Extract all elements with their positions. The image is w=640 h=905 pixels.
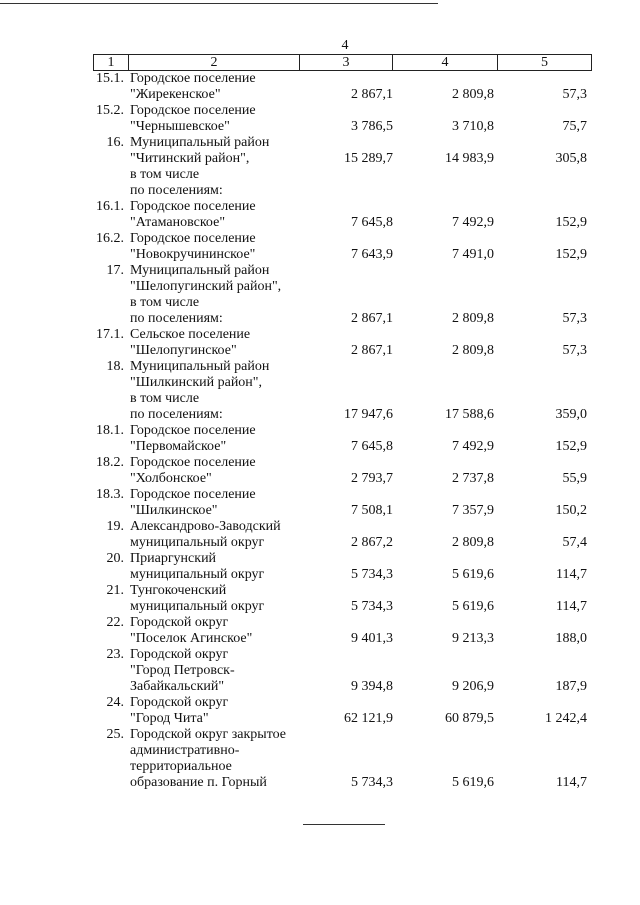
row-value-5: 359,0 — [555, 407, 587, 422]
row-value-4: 7 357,9 — [452, 503, 494, 518]
table-row — [0, 615, 640, 647]
row-number: 15.1. — [96, 71, 124, 86]
row-name-line: "Город Чита" — [130, 711, 209, 726]
row-name-line: Городской округ — [130, 695, 229, 710]
row-value-4: 7 492,9 — [452, 215, 494, 230]
row-value-3: 3 786,5 — [351, 119, 393, 134]
row-value-5: 187,9 — [555, 679, 587, 694]
row-value-4: 2 809,8 — [452, 535, 494, 550]
row-name-line: Александрово-Заводский — [130, 519, 281, 534]
row-name-line: "Шелопугинский район", — [130, 279, 282, 294]
row-value-3: 5 734,3 — [351, 775, 393, 790]
row-name-line: Городской округ — [130, 615, 229, 630]
row-value-5: 57,3 — [562, 343, 587, 358]
row-name-line: "Город Петровск- — [130, 663, 235, 678]
table-row — [0, 519, 640, 551]
row-name — [130, 135, 320, 199]
table-row — [0, 583, 640, 615]
row-name-line: "Первомайское" — [130, 439, 227, 454]
row-number: 24. — [106, 695, 124, 710]
row-value-4: 60 879,5 — [445, 711, 494, 726]
table-row — [0, 647, 640, 695]
row-name-line: образование п. Горный — [130, 775, 267, 790]
row-name-line: Городское поселение — [130, 199, 256, 214]
row-number: 21. — [106, 583, 124, 598]
row-number: 18. — [106, 359, 124, 374]
row-value-5: 150,2 — [555, 503, 587, 518]
row-value-3: 7 645,8 — [351, 439, 393, 454]
row-value-3: 7 643,9 — [351, 247, 393, 262]
row-value-4: 7 492,9 — [452, 439, 494, 454]
row-name-line: "Шелопугинское" — [130, 343, 237, 358]
row-name-line: административно- — [130, 743, 240, 758]
row-name-line: муниципальный округ — [130, 567, 265, 582]
row-value-3: 2 867,1 — [351, 87, 393, 102]
row-name-line: по поселениям: — [130, 311, 223, 326]
row-name-line: "Шилкинское" — [130, 503, 218, 518]
row-name-line: "Атамановское" — [130, 215, 226, 230]
row-name-line: Муниципальный район — [130, 135, 270, 150]
row-name-line: Городское поселение — [130, 423, 256, 438]
row-number: 18.3. — [96, 487, 124, 502]
row-value-3: 2 793,7 — [351, 471, 393, 486]
row-value-3: 2 867,1 — [351, 343, 393, 358]
row-value-4: 9 206,9 — [452, 679, 494, 694]
table-row — [0, 551, 640, 583]
table-row — [0, 455, 640, 487]
row-number: 18.1. — [96, 423, 124, 438]
row-value-4: 14 983,9 — [445, 151, 494, 166]
row-value-5: 57,3 — [562, 311, 587, 326]
table-row — [0, 423, 640, 455]
row-value-5: 152,9 — [555, 215, 587, 230]
row-value-3: 7 508,1 — [351, 503, 393, 518]
row-value-5: 75,7 — [562, 119, 587, 134]
row-name-line: Сельское поселение — [130, 327, 251, 342]
row-name-line: территориальное — [130, 759, 232, 774]
row-value-5: 305,8 — [555, 151, 587, 166]
page-number: 4 — [341, 38, 349, 53]
row-value-3: 17 947,6 — [344, 407, 393, 422]
row-value-4: 2 809,8 — [452, 87, 494, 102]
row-value-4: 3 710,8 — [452, 119, 494, 134]
row-value-3: 2 867,1 — [351, 311, 393, 326]
row-value-5: 152,9 — [555, 439, 587, 454]
row-value-5: 114,7 — [556, 775, 587, 790]
row-name-line: "Шилкинский район", — [130, 375, 263, 390]
row-value-5: 55,9 — [562, 471, 587, 486]
row-name-line: Приаргунский — [130, 551, 217, 566]
row-name-line: Тунгокоченский — [130, 583, 227, 598]
row-value-3: 9 394,8 — [351, 679, 393, 694]
header-col-4: 4 — [393, 55, 498, 71]
row-value-3: 5 734,3 — [351, 599, 393, 614]
row-value-3: 15 289,7 — [344, 151, 393, 166]
table-row — [0, 263, 640, 327]
table-row — [0, 135, 640, 199]
row-value-5: 188,0 — [555, 631, 587, 646]
table-row — [0, 199, 640, 231]
row-number: 22. — [106, 615, 124, 630]
row-value-4: 2 737,8 — [452, 471, 494, 486]
row-value-4: 5 619,6 — [452, 599, 494, 614]
row-name-line: муниципальный округ — [130, 535, 265, 550]
row-value-5: 1 242,4 — [545, 711, 587, 726]
row-value-5: 152,9 — [555, 247, 587, 262]
row-name-line: по поселениям: — [130, 183, 223, 198]
row-name-line: Городской округ — [130, 647, 229, 662]
row-number: 18.2. — [96, 455, 124, 470]
row-number: 23. — [106, 647, 124, 662]
table-row — [0, 695, 640, 727]
row-number: 20. — [106, 551, 124, 566]
row-number: 25. — [106, 727, 124, 742]
row-name-line: Городское поселение — [130, 103, 256, 118]
row-name-line: в том числе — [130, 167, 200, 182]
row-number: 16.1. — [96, 199, 124, 214]
row-name-line: Муниципальный район — [130, 359, 270, 374]
row-number: 17.1. — [96, 327, 124, 342]
top-rule — [0, 3, 438, 4]
header-col-5: 5 — [498, 55, 592, 71]
table-row — [0, 103, 640, 135]
row-value-4: 17 588,6 — [445, 407, 494, 422]
bottom-rule — [303, 824, 385, 825]
row-name-line: Муниципальный район — [130, 263, 270, 278]
row-value-4: 5 619,6 — [452, 567, 494, 582]
row-name-line: в том числе — [130, 391, 200, 406]
row-number: 16.2. — [96, 231, 124, 246]
table-row — [0, 727, 640, 791]
row-name-line: "Холбонское" — [130, 471, 212, 486]
header-col-1: 1 — [94, 55, 129, 71]
row-name-line: муниципальный округ — [130, 599, 265, 614]
row-number: 15.2. — [96, 103, 124, 118]
row-name-line: Городской округ закрытое — [130, 727, 287, 742]
row-value-3: 62 121,9 — [344, 711, 393, 726]
table-row — [0, 487, 640, 519]
row-name-line: Городское поселение — [130, 71, 256, 86]
row-value-4: 2 809,8 — [452, 311, 494, 326]
table-row — [0, 359, 640, 423]
row-value-4: 5 619,6 — [452, 775, 494, 790]
row-value-4: 9 213,3 — [452, 631, 494, 646]
row-number: 19. — [106, 519, 124, 534]
table-body — [0, 71, 640, 791]
table-header — [93, 54, 592, 71]
row-name-line: "Читинский район", — [130, 151, 250, 166]
header-col-3: 3 — [300, 55, 393, 71]
row-name-line: "Поселок Агинское" — [130, 631, 253, 646]
row-name-line: Городское поселение — [130, 455, 256, 470]
table-row — [0, 327, 640, 359]
row-value-3: 9 401,3 — [351, 631, 393, 646]
row-name-line: Городское поселение — [130, 231, 256, 246]
table-row — [0, 71, 640, 103]
row-value-3: 2 867,2 — [351, 535, 393, 550]
row-value-5: 114,7 — [556, 599, 587, 614]
row-value-4: 7 491,0 — [452, 247, 494, 262]
row-name-line: Забайкальский" — [130, 679, 225, 694]
row-name-line: Городское поселение — [130, 487, 256, 502]
row-name-line: по поселениям: — [130, 407, 223, 422]
row-name-line: в том числе — [130, 295, 200, 310]
row-value-3: 7 645,8 — [351, 215, 393, 230]
row-number: 17. — [106, 263, 124, 278]
row-value-5: 57,3 — [562, 87, 587, 102]
row-number: 16. — [106, 135, 124, 150]
row-name-line: "Жирекенское" — [130, 87, 221, 102]
row-name-line: "Новокручининское" — [130, 247, 256, 262]
row-value-5: 114,7 — [556, 567, 587, 582]
row-value-5: 57,4 — [562, 535, 587, 550]
header-col-2: 2 — [129, 55, 300, 71]
table-row — [0, 231, 640, 263]
row-value-3: 5 734,3 — [351, 567, 393, 582]
row-value-4: 2 809,8 — [452, 343, 494, 358]
row-name-line: "Чернышевское" — [130, 119, 230, 134]
